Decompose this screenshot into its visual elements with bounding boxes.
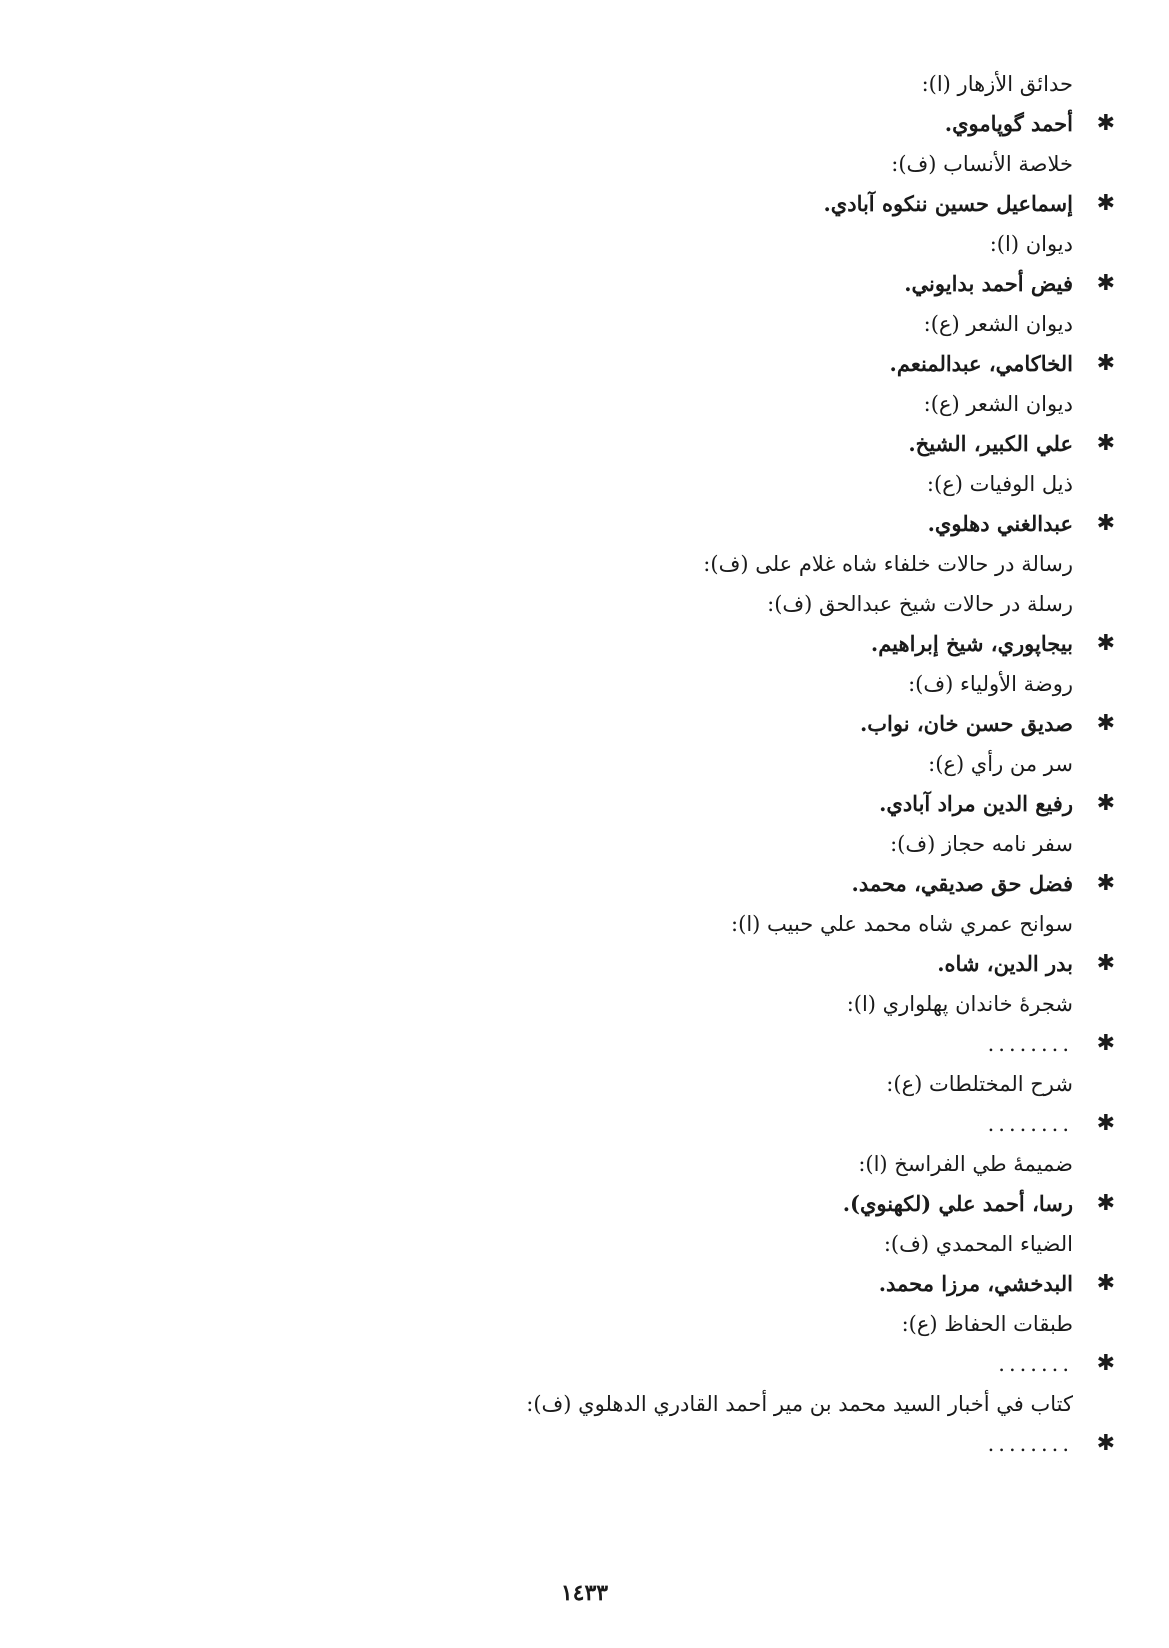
author-name: رفيع الدين مراد آبادي.	[879, 791, 1073, 816]
author-line	[433, 864, 1115, 904]
bibliography-entry	[433, 64, 1073, 104]
bibliography-entry	[433, 104, 1115, 184]
author-name: أحمد گوپاموي.	[944, 111, 1073, 136]
author-name: بدر الدين، شاه.	[937, 951, 1073, 976]
bibliography-entry	[433, 424, 1115, 504]
work-title: ضميمهٔ طي الفراسخ (ا):	[858, 1152, 1073, 1176]
work-title: رسالة در حالات خلفاء شاه غلام على (ف):	[703, 552, 1073, 576]
author-line	[433, 1024, 1115, 1064]
author-name: ........	[987, 1032, 1073, 1056]
asterisk-bullet-icon: ✱	[1096, 951, 1115, 976]
bibliography-entry	[433, 1184, 1115, 1264]
work-title: طبقات الحفاظ (ع):	[901, 1312, 1073, 1336]
asterisk-bullet-icon: ✱	[1096, 271, 1115, 296]
work-title: شرح المختلطات (ع):	[886, 1072, 1073, 1096]
work-title: خلاصة الأنساب (ف):	[891, 152, 1073, 176]
author-line	[433, 624, 1115, 664]
work-title: حدائق الأزهار (ا):	[921, 72, 1073, 96]
bibliography-entry	[433, 184, 1115, 264]
asterisk-bullet-icon: ✱	[1096, 1031, 1115, 1056]
author-line	[433, 944, 1115, 984]
work-title: رسلة در حالات شيخ عبدالحق (ف):	[767, 592, 1073, 616]
asterisk-bullet-icon: ✱	[1096, 1271, 1115, 1296]
bibliography-entry	[433, 944, 1115, 1024]
author-line	[433, 1184, 1115, 1224]
author-line	[433, 1264, 1115, 1304]
work-title: ديوان الشعر (ع):	[923, 392, 1073, 416]
author-line	[433, 264, 1115, 304]
work-title: روضة الأولياء (ف):	[908, 672, 1073, 696]
author-line	[433, 344, 1115, 384]
asterisk-bullet-icon: ✱	[1096, 511, 1115, 536]
asterisk-bullet-icon: ✱	[1096, 871, 1115, 896]
author-line	[433, 424, 1115, 464]
author-name: علي الكبير، الشيخ.	[908, 431, 1073, 456]
author-name: فيض أحمد بدايوني.	[904, 271, 1073, 296]
author-name: .......	[998, 1352, 1073, 1376]
bibliography-entries	[433, 64, 1115, 1464]
author-line	[433, 1104, 1115, 1144]
asterisk-bullet-icon: ✱	[1096, 1111, 1115, 1136]
work-title: سفر نامه حجاز (ف):	[890, 832, 1073, 856]
work-title: سر من رأي (ع):	[928, 752, 1073, 776]
asterisk-bullet-icon: ✱	[1096, 711, 1115, 736]
author-name: ........	[987, 1112, 1073, 1136]
author-line	[433, 104, 1115, 144]
work-title: ديوان الشعر (ع):	[923, 312, 1073, 336]
work-title: ديوان (ا):	[989, 232, 1073, 256]
author-line	[433, 784, 1115, 824]
author-line	[433, 504, 1115, 544]
author-name: البدخشي، مرزا محمد.	[878, 1271, 1073, 1296]
author-name: صديق حسن خان، نواب.	[859, 711, 1073, 736]
bibliography-entry	[433, 344, 1115, 424]
author-name: بيجاپوري، شيخ إبراهيم.	[870, 631, 1073, 656]
author-line	[433, 1424, 1115, 1464]
asterisk-bullet-icon: ✱	[1096, 111, 1115, 136]
asterisk-bullet-icon: ✱	[1096, 1191, 1115, 1216]
author-name: الخاكامي، عبدالمنعم.	[889, 351, 1073, 376]
author-line	[433, 184, 1115, 224]
bibliography-entry	[433, 1424, 1115, 1464]
author-line	[433, 1344, 1115, 1384]
bibliography-entry	[433, 504, 1115, 624]
work-title: شجرهٔ خاندان پهلواري (ا):	[846, 992, 1073, 1016]
work-title: سوانح عمري شاه محمد علي حبيب (ا):	[731, 912, 1073, 936]
page-number: ١٤٣٣	[560, 1580, 609, 1606]
bibliography-entry	[433, 784, 1115, 864]
author-name: فضل حق صديقي، محمد.	[851, 871, 1073, 896]
asterisk-bullet-icon: ✱	[1096, 791, 1115, 816]
author-name: ........	[987, 1432, 1073, 1456]
bibliography-entry	[433, 864, 1115, 944]
author-line	[433, 704, 1115, 744]
bibliography-entry	[433, 1024, 1115, 1104]
bibliography-entry	[433, 264, 1115, 344]
bibliography-entry	[433, 1264, 1115, 1344]
bibliography-entry	[433, 1104, 1115, 1184]
asterisk-bullet-icon: ✱	[1096, 431, 1115, 456]
author-name: عبدالغني دهلوي.	[927, 511, 1073, 536]
work-title: الضياء المحمدي (ف):	[883, 1232, 1073, 1256]
bibliography-entry	[433, 624, 1115, 704]
author-name: إسماعيل حسين ننكوه آبادي.	[823, 191, 1073, 216]
work-title: كتاب في أخبار السيد محمد بن مير أحمد القادري الدهلوي (ف):	[526, 1392, 1073, 1416]
asterisk-bullet-icon: ✱	[1096, 631, 1115, 656]
work-title: ذيل الوفيات (ع):	[926, 472, 1073, 496]
author-name: رسا، أحمد علي (لكهنوي).	[842, 1191, 1073, 1216]
asterisk-bullet-icon: ✱	[1096, 351, 1115, 376]
asterisk-bullet-icon: ✱	[1096, 191, 1115, 216]
bibliography-entry	[433, 1344, 1115, 1424]
asterisk-bullet-icon: ✱	[1096, 1351, 1115, 1376]
bibliography-entry	[433, 704, 1115, 784]
asterisk-bullet-icon: ✱	[1096, 1431, 1115, 1456]
